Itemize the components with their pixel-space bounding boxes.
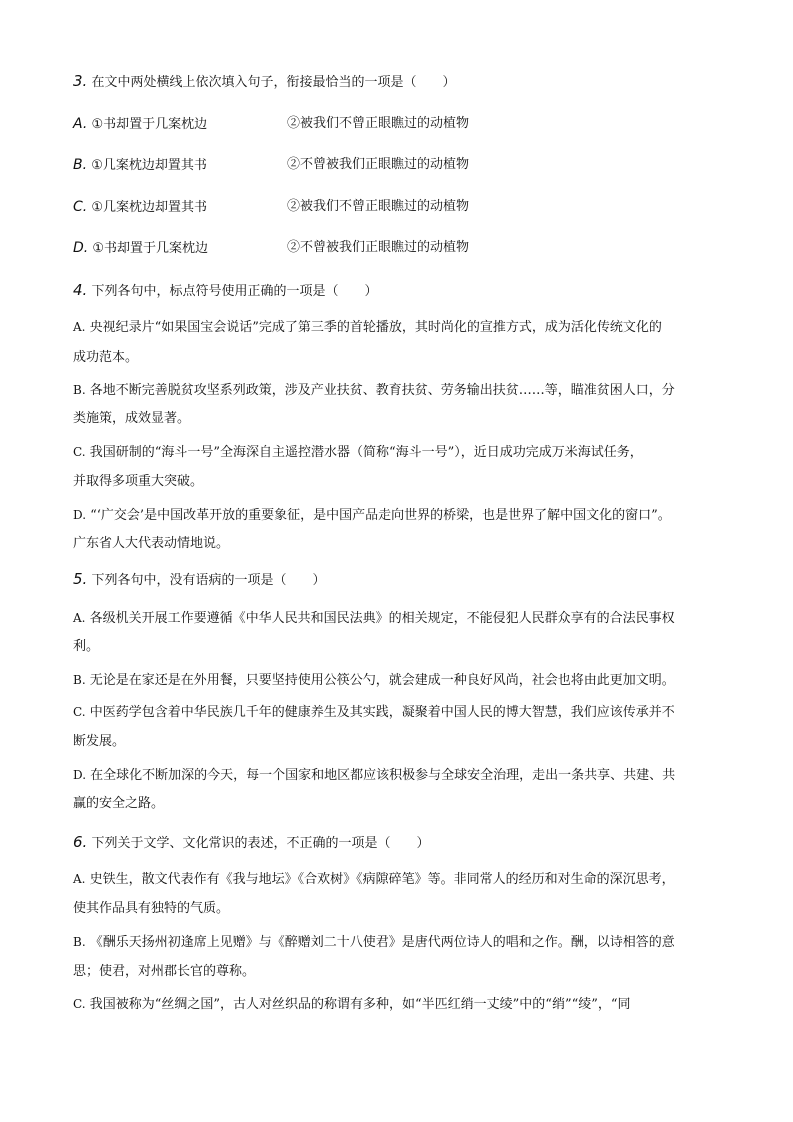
q5-stem: 下列各句中，没有语病的一项是（ ） [91, 573, 326, 588]
q4-option-c-line1 [73, 443, 643, 462]
q4-option-a-letter: A. [73, 320, 86, 334]
q5-option-a-line1 [73, 609, 675, 628]
q3-option-c-part1: ①几案枕边却置其书 [91, 200, 208, 215]
q6-option-c-text1: 我国被称为“丝绸之国”，古人对丝织品的称谓有多种，如“半匹红绡一丈绫”中的“绡”“绫”，“同 [89, 997, 631, 1012]
q3-option-a-part1: ①书却置于几案枕边 [91, 117, 208, 132]
q4-option-c-text1: 我国研制的“海斗一号”全海深自主遥控潜水器（简称“海斗一号”），近日成功完成万米海试任务， [89, 445, 643, 460]
q4-option-b-text1: 各地不断完善脱贫攻坚系列政策，涉及产业扶贫、教育扶贫、劳务输出扶贫……等，瞄准贫困人口，分 [89, 383, 675, 398]
q6-option-a-line2: 使其作品具有独特的气质。 [73, 901, 230, 916]
q3-option-c-part2: ②被我们不曾正眼瞧过的动植物 [287, 199, 470, 214]
q3-option-b-letter: B. [73, 157, 88, 173]
q4-option-d-line1 [73, 506, 671, 525]
q6-option-b-letter: B. [73, 935, 86, 949]
q4-option-b-line1 [73, 381, 675, 400]
q3-option-d [73, 239, 208, 258]
q6-option-c-line1 [73, 995, 631, 1014]
q5-number: 5. [73, 570, 88, 588]
q3-option-a-letter: A. [73, 116, 88, 132]
q5-option-c-line1 [73, 703, 675, 722]
q3-option-d-letter: D. [73, 240, 89, 256]
q6-option-a-letter: A. [73, 872, 86, 886]
q3-option-a [73, 115, 207, 134]
q6-option-b-line2: 思；使君，对州郡长官的尊称。 [73, 964, 256, 979]
q6-option-a-line1 [73, 870, 675, 889]
q6-number: 6. [73, 833, 88, 851]
q4-option-d-line2: 广东省人大代表动情地说。 [73, 536, 230, 551]
q3-stem: 在文中两处横线上依次填入句子，衔接最恰当的一项是（ ） [91, 75, 456, 90]
q4-stem-line [73, 281, 377, 301]
q4-number: 4. [73, 281, 88, 299]
q4-option-d-letter: D. [73, 508, 87, 522]
q6-option-b-line1 [73, 933, 675, 952]
q5-option-d-letter: D. [73, 768, 87, 782]
q3-option-c [73, 198, 207, 217]
q4-option-a-text1: 央视纪录片“如果国宝会说话”完成了第三季的首轮播放，其时尚化的宣推方式，成为活化传统文化的 [89, 320, 662, 335]
q3-option-b [73, 156, 207, 175]
q4-option-a-line1 [73, 318, 662, 337]
q4-option-c-line2: 并取得多项重大突破。 [73, 474, 204, 489]
q3-option-b-part1: ①几案枕边却置其书 [91, 158, 207, 173]
q3-option-d-part2: ②不曾被我们正眼瞧过的动植物 [287, 240, 470, 255]
q5-option-b-line1 [73, 671, 675, 690]
q3-option-d-part1: ①书却置于几案枕边 [92, 241, 209, 256]
q4-option-a-line2: 成功范本。 [73, 350, 139, 365]
q5-stem-line [73, 570, 325, 590]
q3-option-c-letter: C. [73, 199, 88, 215]
q6-option-b-text1: 《酬乐天扬州初逢席上见赠》与《醉赠刘二十八使君》是唐代两位诗人的唱和之作。酬，以诗相答的意 [89, 935, 675, 950]
q5-option-a-line2: 利。 [73, 639, 100, 654]
q5-option-d-line1 [73, 766, 675, 785]
q5-option-a-letter: A. [73, 611, 86, 625]
q6-stem: 下列关于文学、文化常识的表述，不正确的一项是（ ） [91, 836, 430, 851]
q6-option-c-letter: C. [73, 997, 86, 1011]
q4-option-d-text1: “‘广交会’是中国改革开放的重要象征，是中国产品走向世界的桥梁，也是世界了解中国文化的窗口”。 [90, 508, 671, 523]
q5-option-b-letter: B. [73, 673, 86, 687]
q5-option-c-text1: 中医药学包含着中华民族几千年的健康养生及其实践，凝聚着中国人民的博大智慧，我们应该传承并不 [89, 705, 675, 720]
q5-option-b-text1: 无论是在家还是在外用餐，只要坚持使用公筷公勺，就会建成一种良好风尚，社会也将由此更加文明。 [89, 673, 675, 688]
q3-stem-line [73, 72, 455, 92]
q5-option-c-line2: 断发展。 [73, 734, 126, 749]
q3-number: 3. [73, 72, 88, 90]
q5-option-a-text1: 各级机关开展工作要遵循《中华人民共和国民法典》的相关规定，不能侵犯人民群众享有的合法民事权 [89, 611, 675, 626]
q4-option-b-letter: B. [73, 383, 86, 397]
q4-option-b-line2: 类施策，成效显著。 [73, 411, 191, 426]
q6-option-a-text1: 史铁生，散文代表作有《我与地坛》《合欢树》《病隙碎笔》等。非同常人的经历和对生命的深沉思考， [89, 872, 675, 887]
q4-option-c-letter: C. [73, 445, 86, 459]
q6-stem-line [73, 833, 429, 853]
q5-option-d-text1: 在全球化不断加深的今天，每一个国家和地区都应该积极参与全球安全治理，走出一条共享、共建、共 [90, 768, 676, 783]
q4-stem: 下列各句中，标点符号使用正确的一项是（ ） [91, 284, 378, 299]
q5-option-d-line2: 赢的安全之路。 [73, 796, 165, 811]
q5-option-c-letter: C. [73, 705, 86, 719]
q3-option-a-part2: ②被我们不曾正眼瞧过的动植物 [287, 116, 470, 131]
q3-option-b-part2: ②不曾被我们正眼瞧过的动植物 [287, 157, 470, 172]
